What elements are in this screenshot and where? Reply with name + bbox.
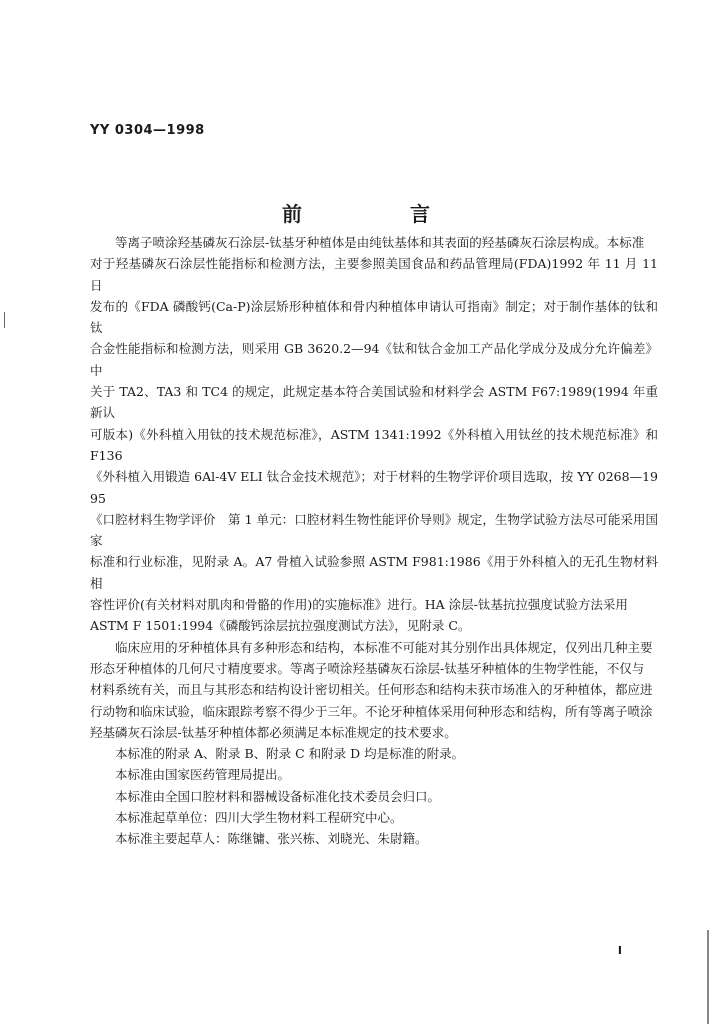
page-number: I xyxy=(617,944,622,957)
paragraph-drafters: 本标准主要起草人：陈继镛、张兴栋、刘晓光、朱尉籍。 xyxy=(115,831,428,847)
paragraph-clinical: 临床应用的牙种植体具有多种形态和结构，本标准不可能对其分别作出具体规定，仅列出几种主要 形态牙种植体的几何尺寸精度要求。等离子喷涂羟基磷灰石涂层-钛基牙种植体的生物学性能，不仅与 材料系统有关，而且与其形态和结构设计密切相关。任何形态和结构未获市场准入的牙种植体，都应进 行动物和临床试验，临床跟踪考察不得少于三年。不论牙种植体采用何种形态和结构，所有等离子喷涂 羟基磷灰石涂层-钛基牙种植体都必须满足本标准规定的技术要求。 xyxy=(90,639,653,740)
paragraph-drafting-unit: 本标准起草单位：四川大学生物材料工程研究中心。 xyxy=(115,810,403,826)
paragraph-intro: 等离子喷涂羟基磷灰石涂层-钛基牙种植体是由纯钛基体和其表面的羟基磷灰石涂层构成。本标准 对于羟基磷灰石涂层性能指标和检测方法，主要参照美国食品和药品管理局(FDA)1992 年 11 月 11 日 发布的《FDA 磷酸钙(Ca-P)涂层矫形种植体和骨内种植体申请认可指南》制定；对于制作基体的钛和钛 合金性能指标和检测方法，则采用 GB 3620.2—94《钛和钛合金加工产品化学成分及成分允许偏差》中 关于 TA2、TA3 和 TC4 的规定，此规定基本符合美国试验和材料学会 ASTM F67:1989(1994 年重新认 可版本)《外科植入用钛的技术规范标准》，ASTM 1341:1992《外科植入用钛丝的技术规范标准》和 F136 《外科植入用锻造 6Al-4V ELI 钛合金技术规范》；对于材料的生物学评价项目选取，按 YY 0268—1995 《口腔材料生物学评价 第 1 单元：口腔材料生物性能评价导则》规定，生物学试验方法尽可能采用国家 标准和行业标准，见附录 A。A7 骨植入试验参照 ASTM F981:1986《用于外科植入的无孔生物材料相 容性评价(有关材料对肌肉和骨骼的作用)的实施标准》进行。HA 涂层-钛基抗拉强度试验方法采用 ASTM F 1501:1994《磷酸钙涂层抗拉强度测试方法》，见附录 C。 xyxy=(90,235,658,634)
paragraph-appendices: 本标准的附录 A、附录 B、附录 C 和附录 D 均是标准的附录。 xyxy=(115,746,465,762)
foreword-body xyxy=(90,232,658,850)
paragraph-proposer: 本标准由国家医药管理局提出。 xyxy=(115,767,291,783)
page-title: 前 言 xyxy=(282,202,474,226)
scan-edge-mark xyxy=(707,930,709,1024)
paragraph-committee: 本标准由全国口腔材料和器械设备标准化技术委员会归口。 xyxy=(115,788,441,804)
standard-code: YY 0304—1998 xyxy=(90,123,205,138)
scan-margin-mark xyxy=(4,312,5,328)
